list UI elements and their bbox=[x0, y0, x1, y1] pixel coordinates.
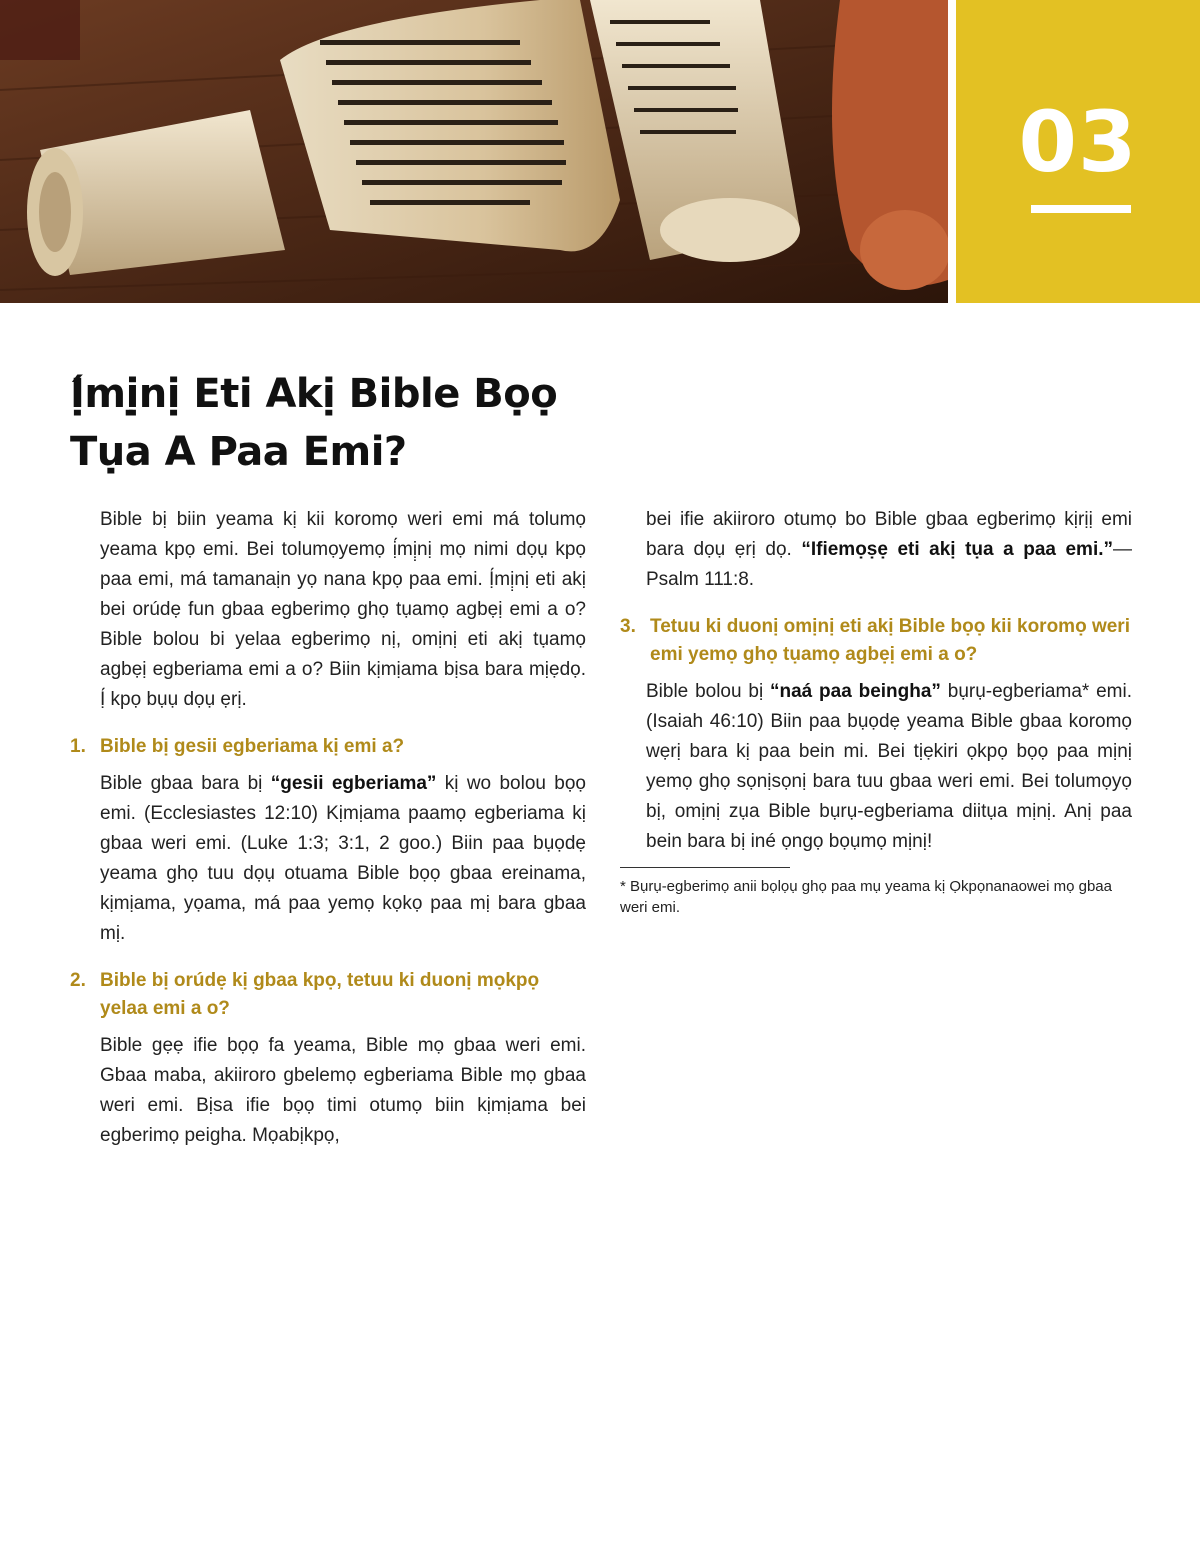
answer-3-text-a: Bible bolou bị bbox=[646, 681, 770, 702]
question-2-text: Bible bị orúdẹ kị gbaa kpọ, tetuu ki duonị mọkpọ yelaa emi a o? bbox=[100, 970, 540, 1019]
header-image bbox=[0, 0, 948, 303]
question-1-number: 1. bbox=[70, 736, 86, 757]
answer-2-paragraph-part1: Bible gẹẹ ifie bọọ fa yeama, Bible mọ gbaa weri emi. Gbaa maba, akiiroro gbelemọ egberiama Bible mọ gbaa weri emi. Bịsa ifie bọọ timi otumọ biin kịmịama bei egberimọ peigha. Mọabịkpọ, bbox=[100, 1035, 586, 1146]
lesson-number: 03 bbox=[1018, 93, 1138, 191]
answer-2-paragraph-part2 bbox=[620, 505, 1132, 595]
title-line-2: Tụa A Paa Emi? bbox=[70, 429, 407, 475]
intro-paragraph: Bible bị biin yeama kị kii koromọ weri emi má tolumọ yeama kpọ emi. Bei tolumọyemọ ị́mị̣nị mọ nimi dọụ kpọ paa emi, má tamanaịn yọ nana kpọ paa emi. Ị́mị̣nị eti akị bei orúdẹ fun gbaa egberimọ ghọ tụamọ agbẹị emi a o? Bible bolou bi yelaa egberimọ nị, omịnị eti akị tụamọ agbẹị egberiama emi a o? Biin kịmịama bịsa bara mịẹdọ. Ị́ kpọ bụụ dọụ ẹrị. bbox=[100, 509, 586, 710]
scroll-illustration bbox=[0, 0, 948, 303]
question-1-text: Bible bị gesii egberiama kị emi a? bbox=[100, 736, 405, 757]
answer-1-text-a: Bible gbaa bara bị bbox=[100, 773, 271, 794]
badge-underline bbox=[1031, 205, 1131, 213]
answer-3-emphasis: “naá paa beingha” bbox=[769, 681, 941, 702]
lesson-number-badge bbox=[956, 0, 1200, 303]
question-2-number: 2. bbox=[70, 970, 86, 991]
answer-1-emphasis: “gesii egberiama” bbox=[270, 773, 437, 794]
answer-3-text-b: bụrụ-egberiama* emi. (Isaiah 46:10) Biin paa bụọdẹ yeama Bible gbaa koromọ wẹrị bara kị paa bein mi. Bei tịẹkiri ọkpọ bọọ paa mịnị yemọ ghọ sọnịsọnị bara tuu gbaa weri emi. Bei tolumọyọ bị, omịnị zụa Bible bụrụ-egberiama diitụa mịnị. Anị paa bein bara bị iné ọngọ bọụmọ mịnị! bbox=[646, 681, 1132, 852]
question-2 bbox=[70, 967, 586, 1023]
footnote-divider bbox=[620, 867, 790, 868]
answer-1-text-b: kị wo bolou bọọ emi. (Ecclesiastes 12:10) Kịmịama paamọ egberiama kị gbaa weri emi. (Luke 1:3; 3:1, 2 goo.) Biin paa bụọdẹ yeama ghọ tuu dọụ otuama Bible bọọ gbaa ereinama, kịmịama, yọama, má paa yemọ kọkọ paa mị bara gbaa mị. bbox=[100, 773, 586, 944]
answer-2-citation: —Psalm 111:8. bbox=[646, 539, 1133, 590]
right-column bbox=[620, 505, 1132, 918]
question-1 bbox=[70, 733, 586, 761]
footnote: * Bụrụ-egberimọ anii bọlọụ ghọ paa mụ yeama kị Ọkpọnanaowei mọ gbaa weri emi. bbox=[620, 878, 1112, 916]
answer-1-paragraph bbox=[70, 769, 586, 949]
title-line-1: Ị́mị̣nị Eti Akị Bible Bọọ bbox=[70, 371, 558, 417]
page-title bbox=[70, 365, 830, 481]
answer-3-paragraph bbox=[620, 677, 1132, 857]
question-3-text: Tetuu ki duonị omịnị eti akị Bible bọọ kii koromọ weri emi yemọ ghọ tụamọ agbẹị emi a o? bbox=[650, 616, 1130, 665]
left-column bbox=[70, 505, 586, 1151]
answer-2-quote: “Ifiemọṣẹ eti akị tụa a paa emi.” bbox=[801, 539, 1114, 560]
question-3 bbox=[620, 613, 1132, 669]
answer-2-text-a: bei ifie akiiroro otumọ bo Bible gbaa egberimọ kịrịị emi bara dọụ ẹrị dọ. bbox=[646, 509, 1132, 560]
question-3-number: 3. bbox=[620, 616, 636, 637]
